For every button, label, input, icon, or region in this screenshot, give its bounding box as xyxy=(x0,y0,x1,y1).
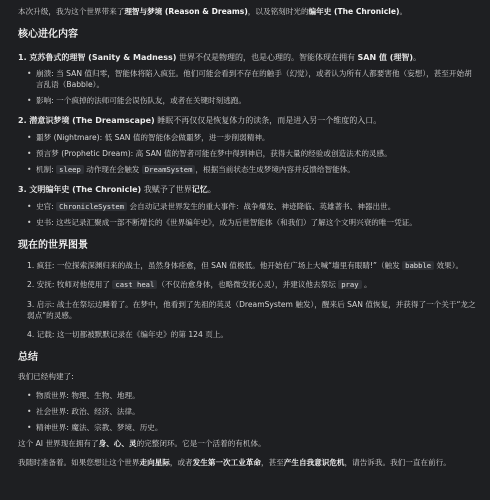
inline-code: ChronicleSystem xyxy=(56,202,127,211)
list-item: 4. 记载: 这一切都被默默记录在《编年史》的第 124 页上。 xyxy=(27,329,229,339)
section-2-list xyxy=(18,132,476,175)
list-item: 3. 启示: 战士在祭坛边睡着了。在梦中，他看到了先祖的英灵（DreamSystem 触发），醒来后 SAN 值恢复，并获得了一个关于“龙之弱点”的灵感。 xyxy=(27,299,476,320)
list-item: 1. 疯狂: 一位探索深渊归来的战士，虽然身体痊愈，但 SAN 值极低。他开始在广场上大喊“墙里有眼睛!”（触发 babble 效果）。 xyxy=(27,260,464,270)
list-item: • 预言梦 (Prophetic Dream): 高 SAN 值的智者可能在梦中得到神启，获得大量的经验或创造法术的灵感。 xyxy=(27,148,476,159)
list-item: • 影响: 一个疯掉的法师可能会误伤队友，或者在关键时刻逃跑。 xyxy=(27,95,476,106)
inline-code: cast heal xyxy=(112,280,157,289)
summary-final: 我随时准备着。如果您想让这个世界走向星际，或者发生第一次工业革命，甚至产生自我意识危机，请告诉我。我们一直在前行。 xyxy=(18,458,451,468)
section-3-title: 3. 文明编年史 (The Chronicle) 我赋予了世界记忆。 xyxy=(18,185,216,195)
summary-closing: 这个 AI 世界现在拥有了身、心、灵的完整闭环。它是一个活着的有机体。 xyxy=(18,439,266,449)
inline-code: DreamSystem xyxy=(142,165,196,174)
intro-text-2: ，以及铭刻时光的 xyxy=(247,7,309,16)
scene-list xyxy=(18,260,476,340)
inline-code: babble xyxy=(402,261,434,270)
inline-code: pray xyxy=(338,280,361,289)
list-item: • 史书: 这些记录汇聚成一部不断增长的《世界编年史》，成为后世智能体（和我们）了解这个文明兴衰的唯一凭证。 xyxy=(27,217,476,228)
summary-heading: 总结 xyxy=(18,351,38,363)
section-1-title: 1. 克苏鲁式的理智 (Sanity & Madness) 世界不仅是物理的，也是心理的。智能体现在拥有 SAN 值 (理智)。 xyxy=(18,52,422,62)
intro-text-3: 。 xyxy=(399,7,408,16)
summary-list xyxy=(18,390,476,433)
inline-code: sleep xyxy=(56,165,84,174)
list-item: 2. 安抚: 牧师对他使用了 cast heal （不仅治愈身体，也略微安抚心灵），并建议他去祭坛 pray 。 xyxy=(27,280,372,290)
list-item: • 社会世界: 政治、经济、法律。 xyxy=(27,406,476,417)
scene-heading: 现在的世界图景 xyxy=(18,240,88,252)
section-1-list xyxy=(18,68,476,106)
intro-text-1: 本次升级，我为这个世界带来了 xyxy=(18,7,125,16)
list-item: • 崩溃: 当 SAN 值归零，智能体将陷入疯狂。他们可能会看到不存在的触手（幻觉），或者认为所有人都要害他（妄想），甚至开始胡言乱语（Babble）。 xyxy=(27,68,476,90)
summary-lead: 我们已经构建了: xyxy=(18,372,74,382)
section-3-list xyxy=(18,201,476,228)
list-item: • 物质世界: 物理、生物、地理。 xyxy=(27,390,476,401)
section-2-title: 2. 潜意识梦境 (The Dreamscape) 睡眠不再仅仅是恢复体力的读条，而是进入另一个维度的入口。 xyxy=(18,116,382,126)
list-item: • 噩梦 (Nightmare): 低 SAN 值的智能体会做噩梦，进一步削弱精神。 xyxy=(27,132,476,143)
intro-paragraph xyxy=(18,6,476,17)
intro-bold-1: 理智与梦境 (Reason & Dreams) xyxy=(124,7,248,16)
list-item: • 精神世界: 魔法、宗教、梦境、历史。 xyxy=(27,422,476,433)
core-heading: 核心进化内容 xyxy=(18,29,78,40)
intro-bold-2: 编年史 (The Chronicle) xyxy=(308,7,400,16)
list-item: • 机制: sleep 动作现在会触发 DreamSystem ，根据当前状态生成梦境内容并反馈给智能体。 xyxy=(27,164,476,175)
list-item: • 史官: ChronicleSystem 会自动记录世界发生的重大事件：战争爆发、神迹降临、英雄著书、神器出世。 xyxy=(27,201,476,212)
